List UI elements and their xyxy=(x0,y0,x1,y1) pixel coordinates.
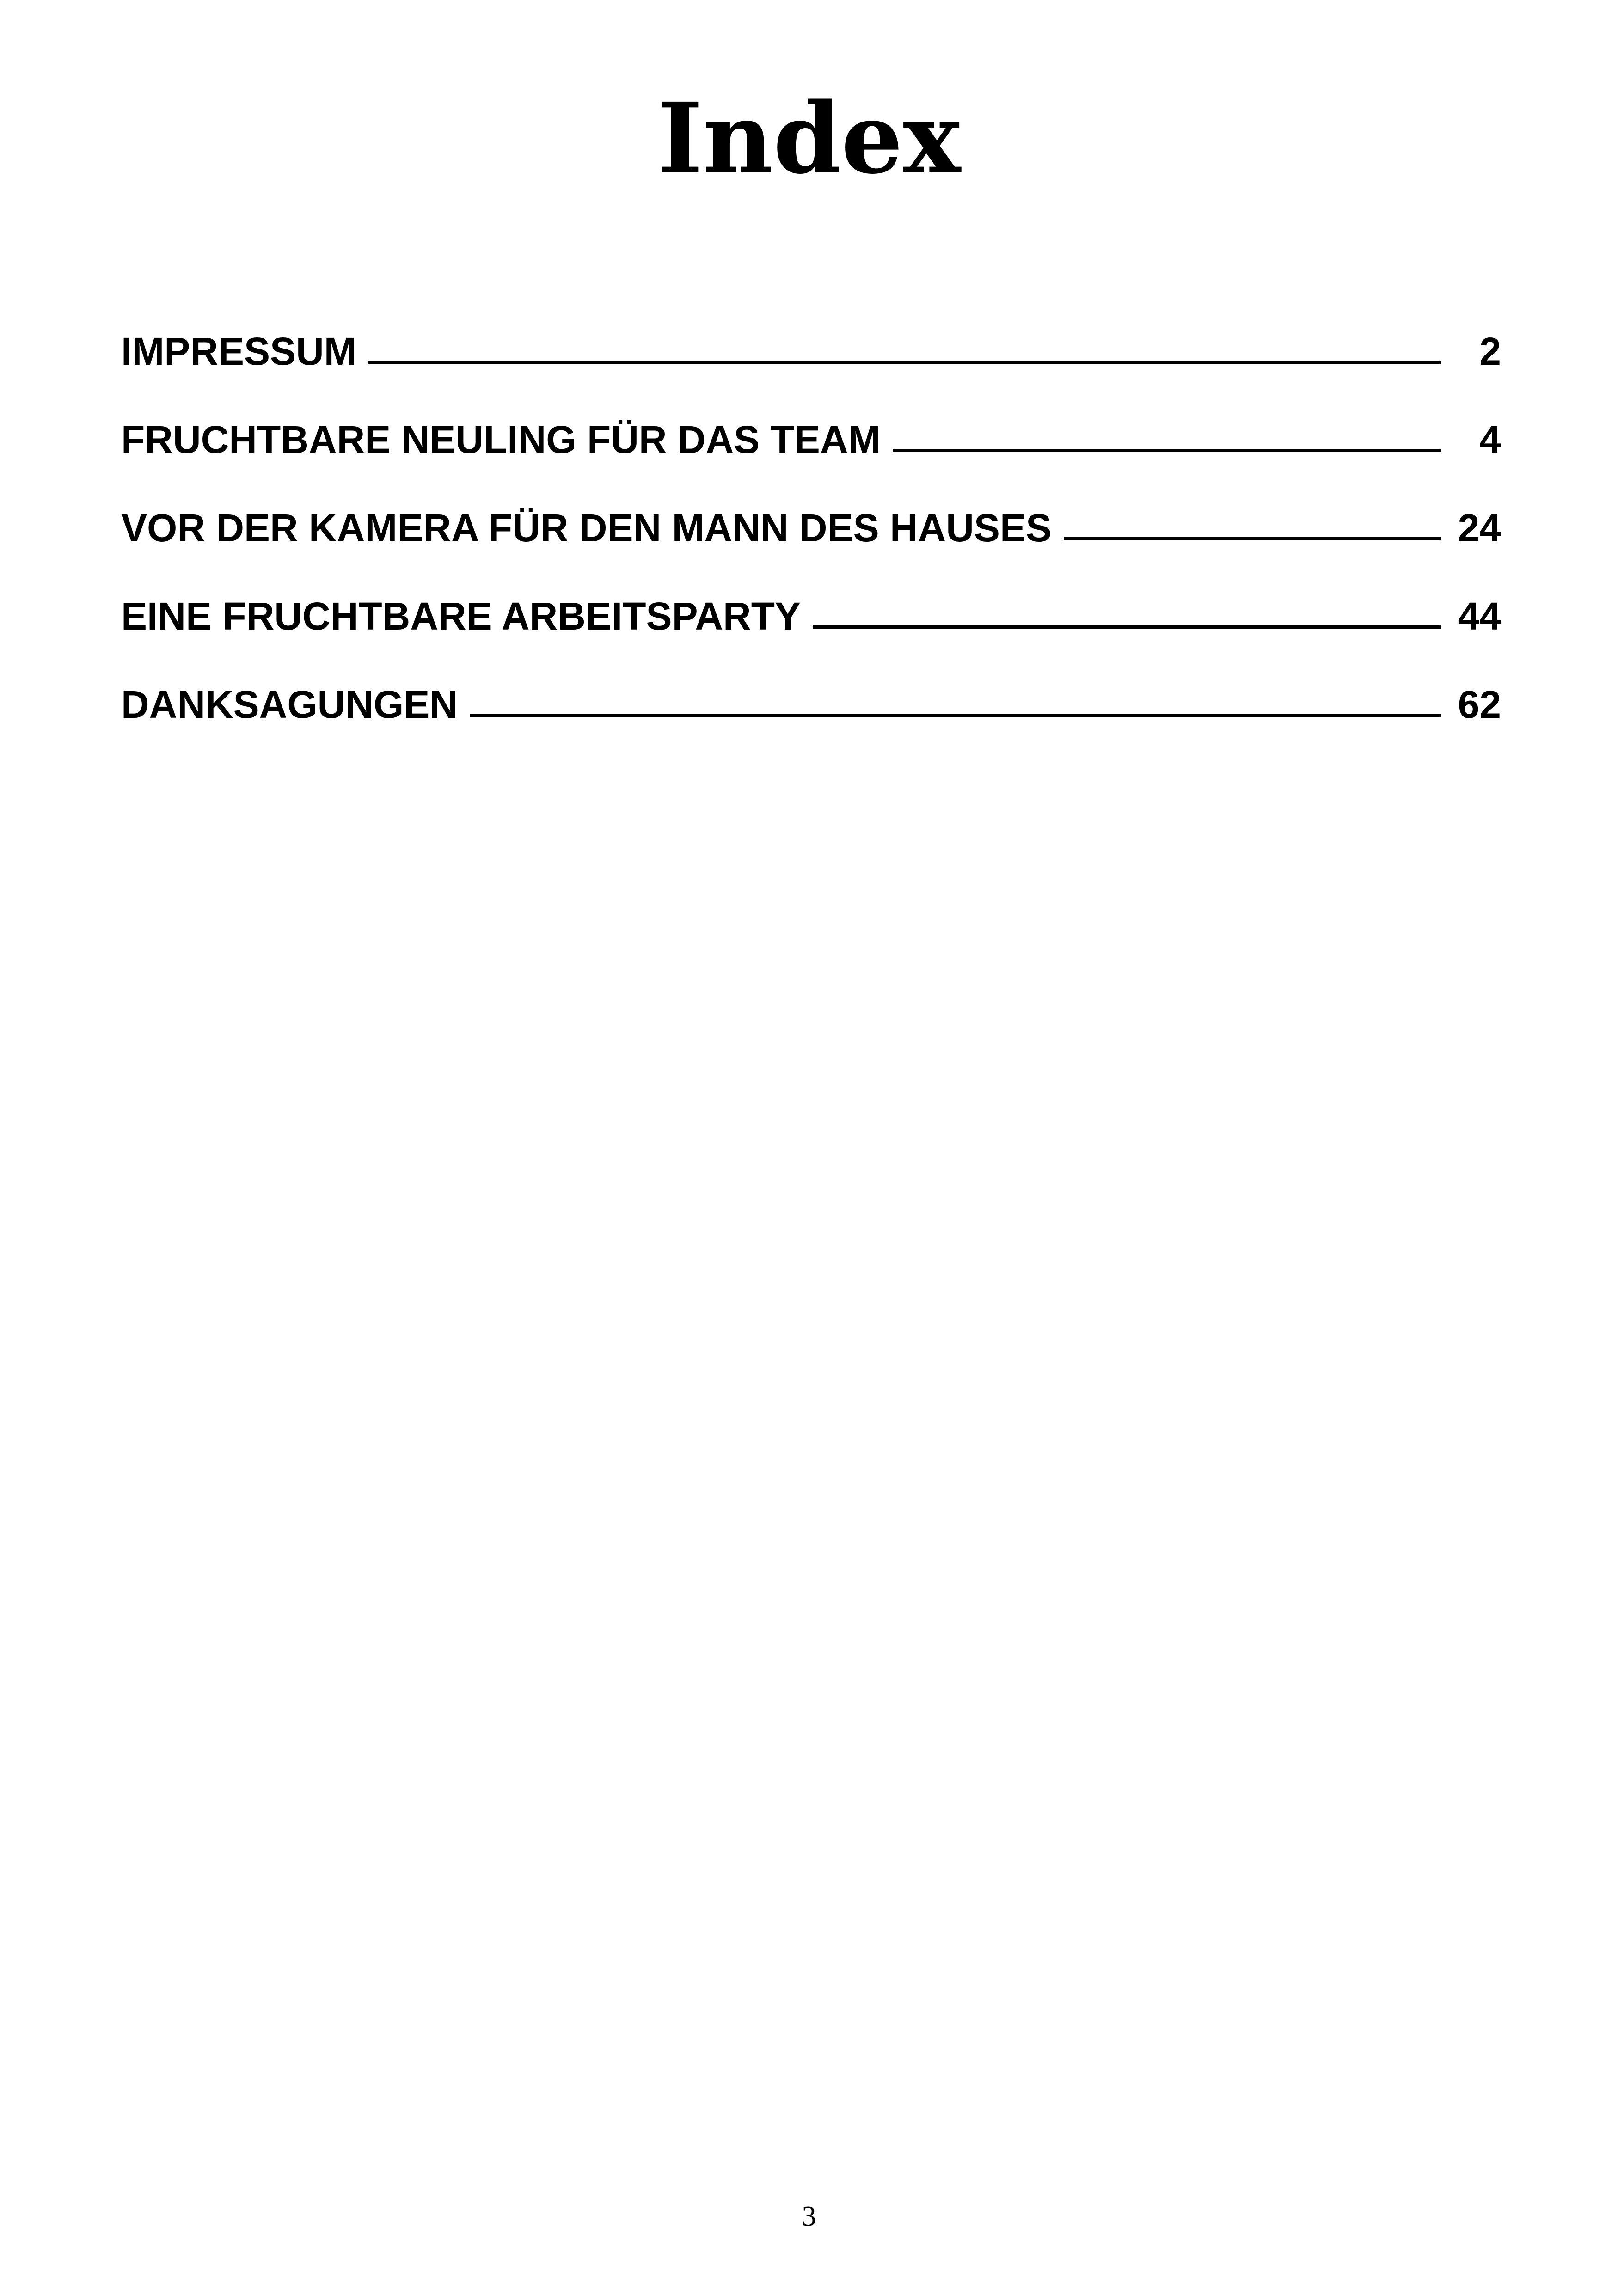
toc-entry-label: EINE FRUCHTBARE ARBEITSPARTY xyxy=(121,594,801,638)
toc-entry-page-number: 2 xyxy=(1479,330,1501,373)
table-of-contents xyxy=(121,324,1501,765)
toc-leader-line xyxy=(470,714,1441,717)
toc-entry-impressum[interactable] xyxy=(121,324,1501,412)
toc-entry-page-number: 4 xyxy=(1479,418,1501,461)
page-number-footer: 3 xyxy=(802,2201,816,2232)
toc-entry-label: VOR DER KAMERA FÜR DEN MANN DES HAUSES xyxy=(121,506,1052,550)
toc-entry-page-number: 44 xyxy=(1458,594,1501,638)
page-title: Index xyxy=(657,81,961,196)
toc-entry-label: FRUCHTBARE NEULING FÜR DAS TEAM xyxy=(121,418,881,461)
toc-entry-fruchtbare-neuling[interactable] xyxy=(121,412,1501,500)
toc-entry-label: IMPRESSUM xyxy=(121,330,356,373)
toc-entry-arbeitsparty[interactable] xyxy=(121,588,1501,677)
toc-entry-danksagungen[interactable] xyxy=(121,677,1501,765)
toc-leader-line xyxy=(1064,537,1441,540)
toc-entry-page-number: 24 xyxy=(1458,506,1501,550)
toc-leader-line xyxy=(813,625,1441,629)
toc-entry-vor-der-kamera[interactable] xyxy=(121,500,1501,588)
toc-entry-label: DANKSAGUNGEN xyxy=(121,683,458,726)
toc-leader-line xyxy=(368,361,1441,364)
toc-entry-page-number: 62 xyxy=(1458,683,1501,726)
toc-leader-line xyxy=(893,449,1441,452)
